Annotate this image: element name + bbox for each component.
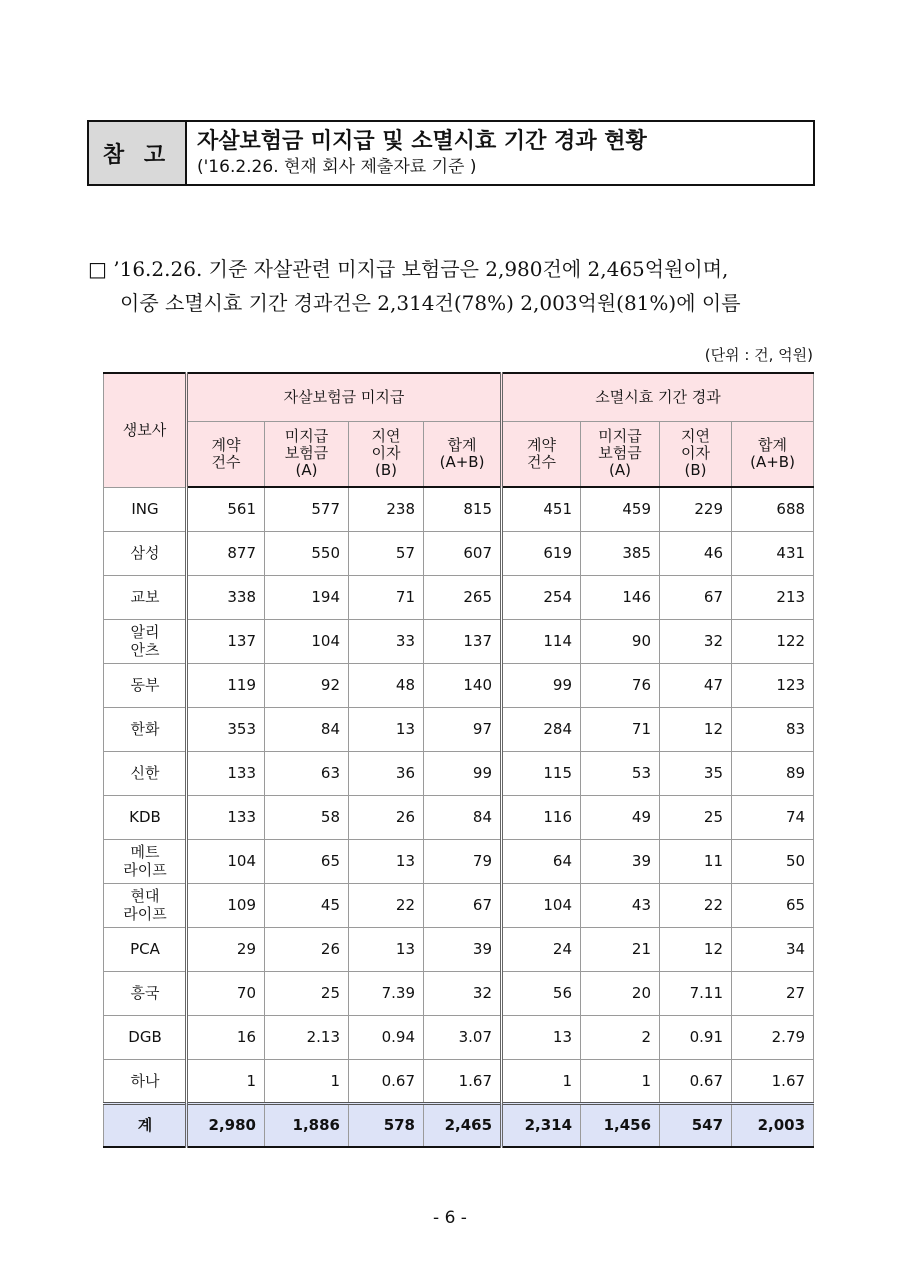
table-cell: 57 xyxy=(349,531,424,575)
summary-line-2: 이중 소멸시효 기간 경과건은 2,314건(78%) 2,003억원(81%)에 이름 xyxy=(120,291,741,315)
table-cell: 84 xyxy=(265,707,349,751)
table-cell: 67 xyxy=(424,883,502,927)
table-cell: 0.94 xyxy=(349,1015,424,1059)
table-cell: 229 xyxy=(660,487,732,531)
table-cell: 53 xyxy=(581,751,660,795)
table-cell: 1 xyxy=(187,1059,265,1103)
header-corner: 생보사 xyxy=(104,373,187,487)
table-cell: 133 xyxy=(187,795,265,839)
column-header-line: 지연 xyxy=(681,427,710,446)
table-cell: 13 xyxy=(349,839,424,883)
company-name xyxy=(104,839,187,883)
table-cell: 0.91 xyxy=(660,1015,732,1059)
table-cell: 24 xyxy=(502,927,581,971)
table-cell: 47 xyxy=(660,663,732,707)
table-cell: 22 xyxy=(349,883,424,927)
header-group-expired: 소멸시효 기간 경과 xyxy=(502,373,814,421)
total-cell: 547 xyxy=(660,1103,732,1147)
company-name-line: 현대 xyxy=(130,887,160,905)
table-cell: 90 xyxy=(581,619,660,663)
table-cell: 76 xyxy=(581,663,660,707)
table-cell: 238 xyxy=(349,487,424,531)
table-cell: 2.79 xyxy=(732,1015,814,1059)
company-name-line: KDB xyxy=(129,808,161,826)
table-cell: 20 xyxy=(581,971,660,1015)
column-header-line: 계약 xyxy=(527,435,556,454)
table-row xyxy=(104,751,814,795)
company-name xyxy=(104,575,187,619)
table-cell: 50 xyxy=(732,839,814,883)
total-cell: 2,465 xyxy=(424,1103,502,1147)
table-row xyxy=(104,883,814,927)
column-header-line: 합계 xyxy=(758,435,788,454)
table-cell: 48 xyxy=(349,663,424,707)
table-cell: 34 xyxy=(732,927,814,971)
table-cell: 7.11 xyxy=(660,971,732,1015)
table-cell: 32 xyxy=(660,619,732,663)
column-header xyxy=(349,421,424,487)
table-row xyxy=(104,1059,814,1103)
table-row xyxy=(104,619,814,663)
table-cell: 561 xyxy=(187,487,265,531)
header-group-unpaid: 자살보험금 미지급 xyxy=(187,373,502,421)
table-cell: 67 xyxy=(660,575,732,619)
table-cell: 13 xyxy=(502,1015,581,1059)
table-cell: 3.07 xyxy=(424,1015,502,1059)
table-cell: 123 xyxy=(732,663,814,707)
company-name-line: PCA xyxy=(130,940,160,958)
table-cell: 2.13 xyxy=(265,1015,349,1059)
reference-title: 자살보험금 미지급 및 소멸시효 기간 경과 현황 xyxy=(197,129,647,154)
table-cell: 35 xyxy=(660,751,732,795)
table-cell: 815 xyxy=(424,487,502,531)
column-header xyxy=(732,421,814,487)
table-cell: 79 xyxy=(424,839,502,883)
table-cell: 1.67 xyxy=(424,1059,502,1103)
table-cell: 104 xyxy=(187,839,265,883)
company-name-line: 교보 xyxy=(130,588,160,606)
table-cell: 146 xyxy=(581,575,660,619)
column-header xyxy=(187,421,265,487)
table-cell: 25 xyxy=(265,971,349,1015)
table-cell: 104 xyxy=(265,619,349,663)
table-cell: 49 xyxy=(581,795,660,839)
table-cell: 688 xyxy=(732,487,814,531)
table-cell: 21 xyxy=(581,927,660,971)
table-cell: 16 xyxy=(187,1015,265,1059)
table-cell: 194 xyxy=(265,575,349,619)
table-cell: 137 xyxy=(187,619,265,663)
table-cell: 70 xyxy=(187,971,265,1015)
column-header xyxy=(660,421,732,487)
column-header-line: 계약 xyxy=(211,435,241,454)
table-cell: 39 xyxy=(424,927,502,971)
column-header xyxy=(265,421,349,487)
column-header-line: (A) xyxy=(609,461,631,480)
table-cell: 265 xyxy=(424,575,502,619)
table-cell: 11 xyxy=(660,839,732,883)
table-cell: 137 xyxy=(424,619,502,663)
table-cell: 89 xyxy=(732,751,814,795)
table-cell: 122 xyxy=(732,619,814,663)
table-cell: 1 xyxy=(502,1059,581,1103)
table-cell: 213 xyxy=(732,575,814,619)
reference-text xyxy=(187,122,657,184)
company-name xyxy=(104,1059,187,1103)
column-header-line: (A) xyxy=(295,461,318,480)
table-cell: 0.67 xyxy=(349,1059,424,1103)
table-cell: 29 xyxy=(187,927,265,971)
table-cell: 13 xyxy=(349,707,424,751)
reference-subtitle: ('16.2.26. 현재 회사 제출자료 기준 ) xyxy=(197,157,477,177)
column-header xyxy=(502,421,581,487)
table-cell: 99 xyxy=(502,663,581,707)
total-row xyxy=(104,1103,814,1147)
table-cell: 619 xyxy=(502,531,581,575)
reference-label: 참 고 xyxy=(89,122,187,184)
table-cell: 33 xyxy=(349,619,424,663)
table-row xyxy=(104,1015,814,1059)
company-name-line: 안츠 xyxy=(130,641,160,659)
table-cell: 116 xyxy=(502,795,581,839)
table-cell: 64 xyxy=(502,839,581,883)
table-cell: 459 xyxy=(581,487,660,531)
total-cell: 1,886 xyxy=(265,1103,349,1147)
table-row xyxy=(104,575,814,619)
table-cell: 550 xyxy=(265,531,349,575)
table-row xyxy=(104,663,814,707)
company-name-line: 흥국 xyxy=(130,984,160,1002)
column-header-line: (B) xyxy=(375,461,397,480)
unit-label: (단위 : 건, 억원) xyxy=(704,346,813,364)
table-cell: 27 xyxy=(732,971,814,1015)
company-name-line: DGB xyxy=(128,1028,162,1046)
table-cell: 26 xyxy=(265,927,349,971)
table-cell: 74 xyxy=(732,795,814,839)
table-cell: 58 xyxy=(265,795,349,839)
company-name xyxy=(104,795,187,839)
column-header-line: (A+B) xyxy=(750,452,795,471)
company-name xyxy=(104,487,187,531)
data-table xyxy=(103,372,814,1148)
total-cell: 2,003 xyxy=(732,1103,814,1147)
column-header-line: 건수 xyxy=(211,452,241,471)
column-header-line: (A+B) xyxy=(439,452,485,471)
table-row xyxy=(104,839,814,883)
company-name xyxy=(104,663,187,707)
table-cell: 877 xyxy=(187,531,265,575)
table-cell: 254 xyxy=(502,575,581,619)
table-row xyxy=(104,795,814,839)
column-header xyxy=(424,421,502,487)
column-header-line: 이자 xyxy=(681,444,710,463)
table-row xyxy=(104,927,814,971)
column-header-line: 건수 xyxy=(527,452,556,471)
company-name-line: 라이프 xyxy=(123,905,167,923)
table-cell: 140 xyxy=(424,663,502,707)
company-name-line: 동부 xyxy=(130,676,160,694)
table-cell: 115 xyxy=(502,751,581,795)
table-cell: 109 xyxy=(187,883,265,927)
company-name xyxy=(104,531,187,575)
total-cell: 2,314 xyxy=(502,1103,581,1147)
table-cell: 56 xyxy=(502,971,581,1015)
table-cell: 13 xyxy=(349,927,424,971)
column-header-line: 미지급 xyxy=(598,427,642,446)
company-name-line: 한화 xyxy=(130,720,160,738)
table-cell: 45 xyxy=(265,883,349,927)
table-row xyxy=(104,531,814,575)
table-cell: 1 xyxy=(265,1059,349,1103)
total-cell: 578 xyxy=(349,1103,424,1147)
column-header-line: 미지급 xyxy=(284,427,329,446)
table-cell: 71 xyxy=(581,707,660,751)
table-cell: 1.67 xyxy=(732,1059,814,1103)
table-cell: 133 xyxy=(187,751,265,795)
table-cell: 63 xyxy=(265,751,349,795)
table-cell: 71 xyxy=(349,575,424,619)
table-cell: 65 xyxy=(732,883,814,927)
table-row xyxy=(104,707,814,751)
table-cell: 26 xyxy=(349,795,424,839)
company-name xyxy=(104,971,187,1015)
column-header xyxy=(581,421,660,487)
table-cell: 84 xyxy=(424,795,502,839)
table-cell: 0.67 xyxy=(660,1059,732,1103)
table-cell: 99 xyxy=(424,751,502,795)
page-number: - 6 - xyxy=(433,1208,467,1228)
company-name-line: ING xyxy=(131,500,159,518)
table-cell: 338 xyxy=(187,575,265,619)
total-cell: 2,980 xyxy=(187,1103,265,1147)
company-name-line: 메트 xyxy=(130,843,160,861)
table-cell: 284 xyxy=(502,707,581,751)
table-cell: 2 xyxy=(581,1015,660,1059)
column-header-line: 이자 xyxy=(371,444,401,463)
table-cell: 39 xyxy=(581,839,660,883)
company-name xyxy=(104,619,187,663)
column-header-line: 지연 xyxy=(371,427,401,446)
table-cell: 32 xyxy=(424,971,502,1015)
table-cell: 1 xyxy=(581,1059,660,1103)
company-name xyxy=(104,927,187,971)
table-cell: 353 xyxy=(187,707,265,751)
company-name xyxy=(104,707,187,751)
table-cell: 104 xyxy=(502,883,581,927)
company-name xyxy=(104,883,187,927)
company-name-line: 하나 xyxy=(130,1071,160,1090)
company-name-line: 신한 xyxy=(130,764,160,782)
table-cell: 36 xyxy=(349,751,424,795)
table-cell: 385 xyxy=(581,531,660,575)
reference-box xyxy=(87,120,815,186)
company-name-line: 알리 xyxy=(130,623,160,641)
table-cell: 607 xyxy=(424,531,502,575)
company-name xyxy=(104,1015,187,1059)
table-row xyxy=(104,971,814,1015)
table-cell: 65 xyxy=(265,839,349,883)
column-header-line: 보험금 xyxy=(284,444,329,463)
table-cell: 12 xyxy=(660,927,732,971)
table-cell: 22 xyxy=(660,883,732,927)
table-cell: 451 xyxy=(502,487,581,531)
company-name-line: 라이프 xyxy=(123,861,167,879)
table-cell: 119 xyxy=(187,663,265,707)
table-row xyxy=(104,487,814,531)
column-header-line: 보험금 xyxy=(598,444,642,463)
column-header-line: (B) xyxy=(684,461,707,480)
table-cell: 83 xyxy=(732,707,814,751)
total-label: 계 xyxy=(104,1103,187,1147)
company-name xyxy=(104,751,187,795)
table-cell: 46 xyxy=(660,531,732,575)
company-name-line: 삼성 xyxy=(130,544,160,562)
table-cell: 114 xyxy=(502,619,581,663)
table-cell: 431 xyxy=(732,531,814,575)
table-cell: 25 xyxy=(660,795,732,839)
summary-line-1: □ ’16.2.26. 기준 자살관련 미지급 보험금은 2,980건에 2,465억원이며, xyxy=(88,257,729,281)
table-cell: 43 xyxy=(581,883,660,927)
table-cell: 97 xyxy=(424,707,502,751)
summary-paragraph xyxy=(88,252,818,320)
total-cell: 1,456 xyxy=(581,1103,660,1147)
table-cell: 7.39 xyxy=(349,971,424,1015)
table-cell: 92 xyxy=(265,663,349,707)
table-cell: 577 xyxy=(265,487,349,531)
column-header-line: 합계 xyxy=(447,435,477,454)
table-cell: 12 xyxy=(660,707,732,751)
